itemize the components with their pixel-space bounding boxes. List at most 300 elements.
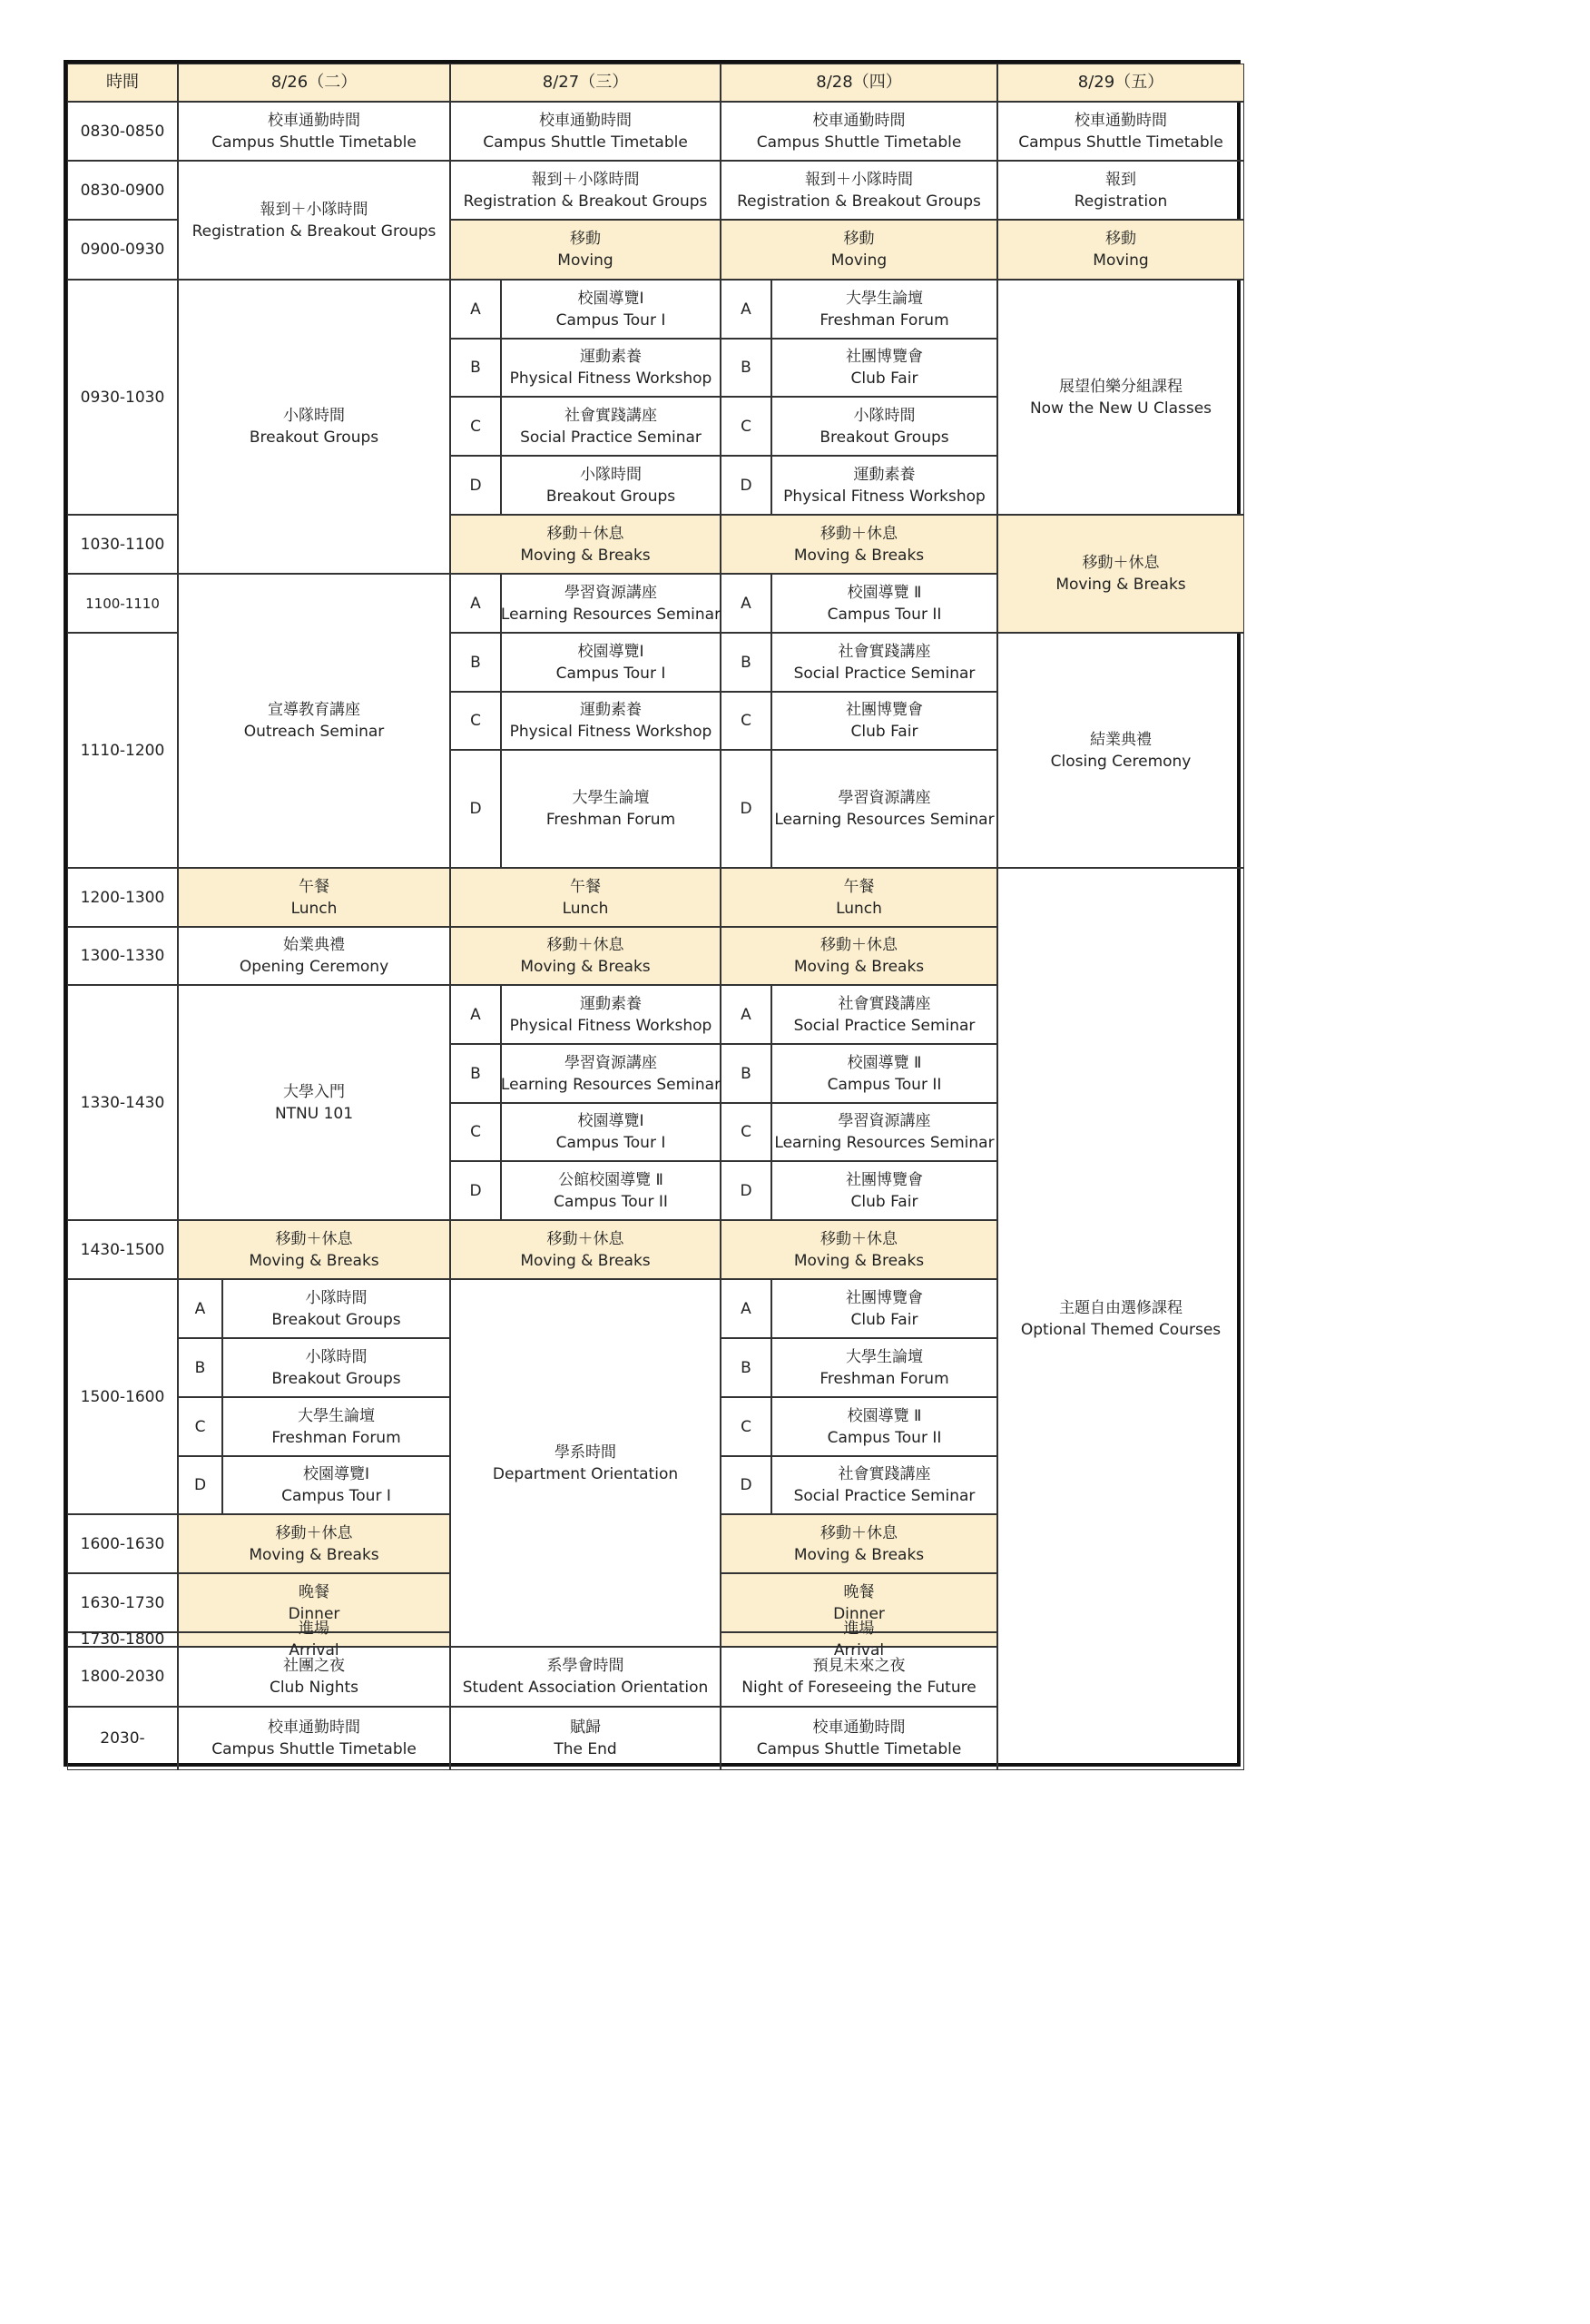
time-slot (67, 927, 178, 985)
activity-zh-label: 校車通勤時間 (812, 1718, 906, 1737)
activity-zh-label: 系學會時間 (546, 1657, 624, 1675)
activity-cell (450, 1279, 721, 1647)
activity-en-label: Club Nights (269, 1679, 359, 1697)
activity-en-label: Club Fair (850, 1310, 918, 1329)
activity-zh-label: 校車通勤時間 (268, 1718, 360, 1737)
group-letter (721, 397, 771, 456)
activity-zh-label: 社團博覽會 (846, 348, 923, 366)
activity-cell (721, 1514, 997, 1573)
activity-en-label: Registration & Breakout Groups (191, 222, 437, 241)
activity-cell (771, 633, 997, 692)
activity-cell (771, 1044, 997, 1103)
group-letter (450, 985, 501, 1044)
activity-zh-label: 社會實踐講座 (564, 406, 657, 425)
activity-zh-label: 運動素養 (580, 348, 642, 366)
time-slot (67, 515, 178, 574)
activity-en-label: Social Practice Seminar (793, 1487, 976, 1505)
activity-zh-label: 移動＋休息 (820, 936, 898, 954)
activity-cell (178, 1514, 450, 1573)
activity-en-label: Physical Fitness Workshop (509, 369, 712, 388)
activity-en-label: Opening Ceremony (239, 958, 389, 976)
activity-en-label: Club Fair (850, 1192, 918, 1211)
activity-en-label: Student Association Orientation (462, 1679, 709, 1697)
group-letter (450, 692, 501, 750)
activity-zh-label: 公館校園導覽 Ⅱ (558, 1170, 663, 1189)
group-letter (450, 633, 501, 692)
group-letter-text: C (741, 1417, 751, 1436)
activity-cell (771, 1338, 997, 1397)
activity-zh-label: 晚餐 (843, 1582, 875, 1601)
activity-cell (178, 280, 450, 574)
activity-cell (771, 1397, 997, 1456)
group-letter-text: B (741, 653, 751, 672)
activity-cell (997, 280, 1244, 515)
activity-zh-label: 小隊時間 (853, 406, 916, 425)
activity-cell (501, 1161, 721, 1220)
time-slot-text: 1630-1730 (80, 1593, 165, 1612)
group-letter (450, 1161, 501, 1220)
activity-zh-label: 移動＋休息 (820, 1229, 898, 1248)
activity-en-label: Moving & Breaks (249, 1545, 379, 1564)
time-slot-text: 1500-1600 (80, 1387, 165, 1406)
activity-cell (771, 1279, 997, 1338)
time-slot-text: 0830-0900 (80, 181, 165, 200)
activity-cell (771, 692, 997, 750)
activity-en-label: Campus Tour I (281, 1487, 391, 1505)
activity-cell (771, 1103, 997, 1161)
activity-zh-label: 校車通勤時間 (268, 111, 360, 130)
activity-zh-label: 午餐 (570, 877, 601, 896)
activity-zh-label: 學系時間 (555, 1443, 616, 1462)
activity-zh-label: 學習資源講座 (564, 583, 657, 602)
activity-cell (771, 985, 997, 1044)
activity-zh-label: 展望伯樂分組課程 (1059, 377, 1183, 396)
activity-zh-label: 社會實踐講座 (838, 1465, 931, 1483)
activity-zh-label: 移動＋休息 (1082, 554, 1160, 572)
group-letter-text: C (741, 1123, 751, 1141)
activity-zh-label: 小隊時間 (580, 465, 642, 484)
activity-zh-label: 大學入門 (283, 1082, 345, 1101)
group-letter-text: B (470, 653, 481, 672)
time-slot-text: 0900-0930 (80, 241, 165, 259)
group-letter (721, 456, 771, 515)
activity-cell (450, 161, 721, 220)
header-day-text: 8/27（三） (542, 73, 629, 92)
header-day (450, 64, 721, 102)
activity-en-label: Campus Shuttle Timetable (756, 133, 962, 152)
activity-zh-label: 運動素養 (853, 465, 916, 484)
activity-cell (222, 1456, 450, 1514)
schedule-table (64, 60, 1241, 1767)
activity-en-label: Campus Tour II (827, 605, 942, 624)
activity-zh-label: 午餐 (299, 877, 329, 896)
activity-zh-label: 進場 (299, 1620, 329, 1638)
activity-cell (450, 1707, 721, 1770)
activity-en-label: Breakout Groups (271, 1310, 401, 1329)
time-slot (67, 633, 178, 868)
time-slot-text: 1100-1110 (85, 595, 160, 612)
activity-en-label: NTNU 101 (274, 1104, 354, 1123)
activity-en-label: Social Practice Seminar (793, 664, 976, 683)
time-slot-text: 1430-1500 (80, 1240, 165, 1259)
activity-zh-label: 校園導覽Ⅰ (577, 642, 644, 661)
group-letter (450, 574, 501, 633)
activity-zh-label: 運動素養 (580, 994, 642, 1013)
group-letter-text: C (741, 712, 751, 730)
activity-cell (997, 220, 1244, 280)
time-slot (67, 220, 178, 280)
group-letter-text: A (741, 1299, 751, 1318)
activity-zh-label: 移動＋休息 (820, 1523, 898, 1542)
group-letter (450, 1103, 501, 1161)
activity-zh-label: 主題自由選修課程 (1059, 1299, 1183, 1317)
activity-en-label: Lunch (290, 899, 338, 918)
group-letter (721, 1161, 771, 1220)
group-letter (721, 1456, 771, 1514)
group-letter (721, 692, 771, 750)
activity-zh-label: 校園導覽 Ⅱ (847, 1053, 922, 1072)
activity-cell (771, 456, 997, 515)
activity-en-label: Learning Resources Seminar (500, 1075, 721, 1094)
group-letter-text: B (741, 1358, 751, 1377)
activity-cell (178, 927, 450, 985)
activity-zh-label: 校車通勤時間 (812, 111, 906, 130)
activity-cell (771, 339, 997, 397)
group-letter-text: C (194, 1417, 206, 1436)
activity-en-label: Optional Themed Courses (1020, 1321, 1222, 1339)
activity-zh-label: 校園導覽 Ⅱ (847, 583, 922, 602)
group-letter (721, 1044, 771, 1103)
group-letter-text: D (193, 1476, 207, 1494)
group-letter-text: D (469, 1181, 482, 1200)
activity-en-label: Club Fair (850, 369, 918, 388)
time-slot (67, 1707, 178, 1770)
activity-cell (178, 102, 450, 161)
activity-cell (222, 1279, 450, 1338)
activity-cell (501, 985, 721, 1044)
header-time (67, 64, 178, 102)
activity-en-label: Breakout Groups (545, 487, 676, 506)
activity-en-label: Campus Shuttle Timetable (211, 1740, 417, 1758)
activity-cell (450, 868, 721, 927)
activity-en-label: Registration & Breakout Groups (737, 192, 981, 211)
activity-cell (771, 1161, 997, 1220)
group-letter (178, 1338, 222, 1397)
activity-en-label: Moving & Breaks (793, 1251, 925, 1270)
activity-en-label: Physical Fitness Workshop (509, 1016, 712, 1035)
group-letter (450, 397, 501, 456)
activity-cell (501, 1044, 721, 1103)
activity-cell (997, 515, 1244, 633)
activity-zh-label: 校園導覽Ⅰ (577, 289, 644, 308)
activity-zh-label: 社會實踐講座 (838, 642, 931, 661)
activity-zh-label: 移動＋休息 (546, 524, 624, 543)
activity-zh-label: 校車通勤時間 (1075, 111, 1167, 130)
time-slot-text: 1300-1330 (80, 947, 165, 965)
activity-zh-label: 報到 (1105, 170, 1136, 189)
activity-zh-label: 小隊時間 (305, 1347, 368, 1366)
activity-cell (721, 1707, 997, 1770)
activity-en-label: Closing Ceremony (1050, 752, 1192, 771)
group-letter (178, 1279, 222, 1338)
activity-cell (771, 397, 997, 456)
activity-cell (222, 1338, 450, 1397)
time-slot (67, 1573, 178, 1632)
activity-en-label: Moving & Breaks (520, 546, 651, 565)
activity-en-label: Social Practice Seminar (793, 1016, 976, 1035)
activity-en-label: Outreach Seminar (243, 723, 385, 741)
activity-zh-label: 結業典禮 (1090, 730, 1152, 749)
time-slot-text: 1110-1200 (80, 741, 165, 760)
activity-en-label: Campus Tour II (827, 1075, 942, 1094)
group-letter (721, 574, 771, 633)
group-letter-text: D (740, 476, 752, 495)
activity-cell (721, 1220, 997, 1279)
activity-cell (450, 220, 721, 280)
group-letter-text: A (470, 300, 481, 319)
activity-cell (771, 280, 997, 339)
activity-en-label: Campus Tour II (554, 1192, 668, 1211)
activity-en-label: Freshman Forum (271, 1428, 401, 1447)
activity-en-label: Moving & Breaks (1055, 576, 1186, 594)
activity-cell (501, 750, 721, 868)
time-slot-text: 1800-2030 (80, 1668, 165, 1686)
group-letter (450, 750, 501, 868)
group-letter-text: A (470, 594, 481, 613)
activity-en-label: Campus Tour I (555, 1134, 666, 1152)
time-slot (67, 1279, 178, 1514)
activity-en-label: Moving & Breaks (520, 958, 651, 976)
activity-cell (450, 927, 721, 985)
activity-zh-label: 大學生論壇 (846, 289, 923, 308)
activity-en-label: Breakout Groups (820, 428, 949, 447)
activity-zh-label: 預見未來之夜 (812, 1657, 906, 1675)
group-letter (721, 1279, 771, 1338)
activity-cell (450, 515, 721, 574)
activity-cell (178, 985, 450, 1220)
activity-zh-label: 晚餐 (299, 1582, 329, 1601)
group-letter-text: B (741, 1064, 751, 1083)
group-letter-text: B (194, 1358, 206, 1377)
group-letter-text: B (470, 359, 481, 377)
time-slot (67, 1632, 178, 1647)
time-slot-text: 1330-1430 (80, 1093, 165, 1112)
time-slot-text: 0930-1030 (80, 388, 165, 407)
activity-en-label: Registration (1074, 192, 1168, 211)
group-letter-text: A (194, 1299, 206, 1318)
activity-en-label: Moving & Breaks (249, 1251, 379, 1270)
activity-en-label: Moving (830, 251, 888, 270)
activity-en-label: Department Orientation (492, 1464, 679, 1483)
activity-zh-label: 小隊時間 (283, 407, 345, 425)
activity-zh-label: 報到＋小隊時間 (805, 170, 913, 189)
activity-en-label: Freshman Forum (820, 310, 949, 330)
activity-en-label: Moving & Breaks (520, 1251, 651, 1270)
activity-cell (997, 633, 1244, 868)
activity-cell (721, 220, 997, 280)
activity-cell (501, 456, 721, 515)
header-day (997, 64, 1244, 102)
activity-en-label: Arrival (289, 1641, 339, 1659)
header-day-text: 8/28（四） (816, 73, 902, 92)
activity-cell (178, 1620, 450, 1659)
activity-en-label: Breakout Groups (249, 428, 379, 447)
group-letter-text: D (740, 1476, 752, 1494)
activity-zh-label: 報到＋小隊時間 (531, 170, 640, 189)
activity-cell (721, 1647, 997, 1707)
group-letter-text: C (741, 417, 751, 436)
activity-en-label: Campus Tour I (555, 310, 666, 330)
activity-zh-label: 社會實踐講座 (838, 994, 931, 1013)
activity-en-label: Campus Shuttle Timetable (756, 1740, 962, 1758)
activity-cell (501, 574, 721, 633)
group-letter-text: D (469, 476, 482, 495)
activity-en-label: Social Practice Seminar (520, 428, 702, 447)
activity-zh-label: 社團博覽會 (846, 701, 923, 719)
group-letter (450, 339, 501, 397)
activity-cell (222, 1397, 450, 1456)
activity-zh-label: 學習資源講座 (838, 789, 931, 807)
activity-zh-label: 移動 (843, 230, 875, 248)
header-day-text: 8/26（二） (270, 73, 358, 92)
time-slot (67, 574, 178, 633)
group-letter (721, 1397, 771, 1456)
group-letter (721, 985, 771, 1044)
activity-cell (501, 397, 721, 456)
time-slot-text: 0830-0850 (80, 122, 165, 141)
time-slot (67, 1514, 178, 1573)
activity-cell (997, 102, 1244, 161)
activity-cell (997, 868, 1244, 1770)
time-slot (67, 1647, 178, 1707)
activity-en-label: Moving (557, 251, 613, 270)
activity-zh-label: 宣導教育講座 (268, 701, 360, 719)
group-letter (178, 1456, 222, 1514)
activity-en-label: Learning Resources Seminar (500, 605, 721, 624)
activity-en-label: Lunch (836, 899, 882, 918)
activity-cell (178, 868, 450, 927)
activity-en-label: Learning Resources Seminar (774, 1134, 995, 1152)
activity-cell (501, 280, 721, 339)
time-slot (67, 280, 178, 515)
activity-en-label: Now the New U Classes (1029, 399, 1212, 418)
group-letter-text: A (741, 594, 751, 613)
activity-zh-label: 學習資源講座 (838, 1112, 931, 1130)
activity-zh-label: 社團博覽會 (846, 1288, 923, 1307)
activity-cell (450, 1220, 721, 1279)
activity-en-label: Physical Fitness Workshop (509, 723, 712, 741)
activity-en-label: Moving (1093, 251, 1149, 270)
activity-zh-label: 小隊時間 (305, 1288, 368, 1307)
activity-en-label: Lunch (562, 899, 609, 918)
activity-en-label: Arrival (833, 1641, 885, 1659)
activity-zh-label: 社團博覽會 (846, 1170, 923, 1189)
group-letter (450, 280, 501, 339)
activity-en-label: Physical Fitness Workshop (783, 487, 986, 506)
activity-en-label: Moving & Breaks (793, 546, 925, 565)
group-letter-text: A (741, 1005, 751, 1024)
group-letter-text: C (470, 1123, 481, 1141)
group-letter (721, 633, 771, 692)
activity-zh-label: 大學生論壇 (298, 1406, 375, 1425)
activity-zh-label: 學習資源講座 (564, 1053, 657, 1072)
activity-en-label: Night of Foreseeing the Future (741, 1679, 977, 1697)
group-letter-text: B (741, 359, 751, 377)
activity-zh-label: 校車通勤時間 (539, 111, 632, 130)
activity-cell (721, 1620, 997, 1659)
time-slot-text: 1600-1630 (80, 1534, 165, 1553)
time-slot (67, 1220, 178, 1279)
activity-zh-label: 大學生論壇 (846, 1347, 923, 1366)
activity-en-label: Dinner (288, 1604, 340, 1623)
group-letter (450, 1044, 501, 1103)
activity-en-label: Campus Shuttle Timetable (483, 133, 688, 152)
activity-zh-label: 校園導覽Ⅰ (577, 1112, 644, 1130)
activity-zh-label: 移動 (570, 230, 601, 248)
activity-zh-label: 運動素養 (580, 701, 642, 719)
activity-zh-label: 午餐 (843, 877, 875, 896)
activity-cell (771, 750, 997, 868)
activity-zh-label: 移動＋休息 (275, 1523, 353, 1542)
time-slot-text: 1730-1800 (80, 1630, 165, 1649)
activity-zh-label: 移動＋休息 (820, 524, 898, 543)
activity-cell (721, 102, 997, 161)
activity-zh-label: 報到＋小隊時間 (260, 200, 368, 219)
activity-cell (178, 1707, 450, 1770)
activity-cell (178, 574, 450, 868)
group-letter (721, 280, 771, 339)
activity-zh-label: 移動 (1105, 230, 1136, 248)
activity-cell (721, 161, 997, 220)
activity-en-label: Campus Shuttle Timetable (1018, 133, 1223, 152)
group-letter (721, 750, 771, 868)
group-letter (178, 1397, 222, 1456)
header-day-text: 8/29（五） (1077, 73, 1164, 92)
activity-zh-label: 始業典禮 (283, 936, 345, 954)
group-letter-text: A (470, 1005, 481, 1024)
group-letter-text: A (741, 300, 751, 319)
group-letter-text: D (740, 800, 752, 818)
activity-zh-label: 移動＋休息 (546, 1229, 624, 1248)
activity-en-label: Campus Tour II (827, 1428, 942, 1447)
activity-zh-label: 社團之夜 (283, 1657, 345, 1675)
activity-cell (721, 927, 997, 985)
time-slot (67, 868, 178, 927)
activity-zh-label: 大學生論壇 (572, 789, 650, 807)
activity-en-label: Dinner (833, 1604, 885, 1623)
activity-en-label: Moving & Breaks (793, 1545, 925, 1564)
activity-en-label: The End (554, 1740, 617, 1758)
activity-cell (721, 868, 997, 927)
time-slot (67, 102, 178, 161)
activity-en-label: Moving & Breaks (793, 958, 925, 976)
header-day (178, 64, 450, 102)
activity-zh-label: 進場 (843, 1620, 875, 1638)
activity-cell (501, 1103, 721, 1161)
activity-en-label: Freshman Forum (820, 1369, 949, 1388)
group-letter-text: B (470, 1064, 481, 1083)
time-slot (67, 161, 178, 220)
activity-en-label: Learning Resources Seminar (774, 811, 995, 829)
time-slot-text: 2030- (100, 1729, 145, 1748)
activity-zh-label: 校園導覽 Ⅱ (847, 1406, 922, 1425)
activity-cell (450, 1647, 721, 1707)
activity-en-label: Registration & Breakout Groups (463, 192, 708, 211)
group-letter (721, 339, 771, 397)
activity-en-label: Breakout Groups (271, 1369, 401, 1388)
time-slot-text: 1200-1300 (80, 888, 165, 907)
header-day (721, 64, 997, 102)
